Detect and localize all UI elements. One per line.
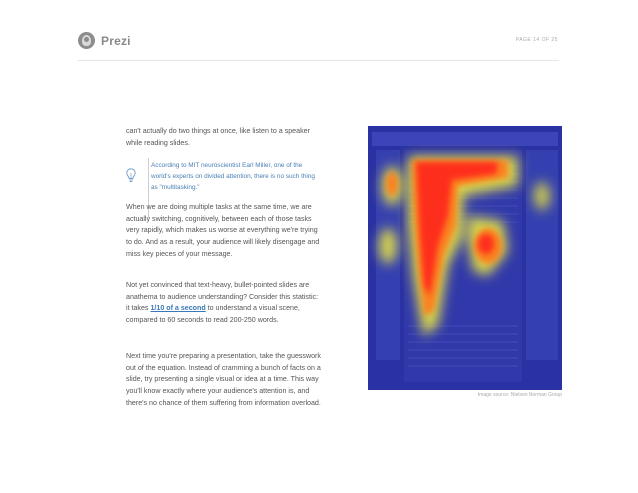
image-caption: Image source: Nielsen Norman Group	[477, 392, 562, 398]
prezi-logo-icon	[78, 32, 95, 49]
paragraph-intro: can't actually do two things at once, like listen to a speaker while reading slides.	[126, 127, 310, 147]
paragraph-multitasking: When we are doing multiple tasks at the same time, we are actually switching, cognitively, between each of those tasks very rapidly, which makes us worse at everything we're trying to do. And as a result, your audience will likely disengage and miss key pieces of your message.	[126, 203, 320, 258]
logo-text: Prezi	[101, 33, 131, 48]
page-number: PAGE 14 OF 25	[515, 37, 558, 43]
paragraph-advice: Next time you're preparing a presentation, take the guesswork out of the equation. Instead of cramming a bunch of facts on a slide, try presenting a single visual or idea at a time. This way you'll know exactly where your audience's attention is, and there's no chance of them suffering from information overload.	[126, 352, 321, 407]
statistic-text-before: Not yet convinced that text-heavy, bullet-pointed slides are anathema to audience understanding? Consider this statistic: it takes	[126, 281, 319, 313]
page-header	[0, 0, 638, 80]
lightbulb-icon	[126, 168, 136, 184]
statistic-link[interactable]: 1/10 of a second	[150, 304, 206, 313]
quote-text: According to MIT neuroscientist Earl Miller, one of the world's experts on divided attention, there is no such thing as "multitasking."	[151, 162, 315, 191]
prezi-logo[interactable]	[78, 32, 131, 49]
statistic-text-after: to understand a visual scene, compared to 60 seconds to read 200-250 words.	[126, 304, 300, 325]
paragraph-statistic	[126, 280, 322, 327]
eyetracking-heatmap	[368, 126, 562, 390]
heatmap-image	[368, 126, 562, 390]
header-divider	[78, 60, 559, 61]
